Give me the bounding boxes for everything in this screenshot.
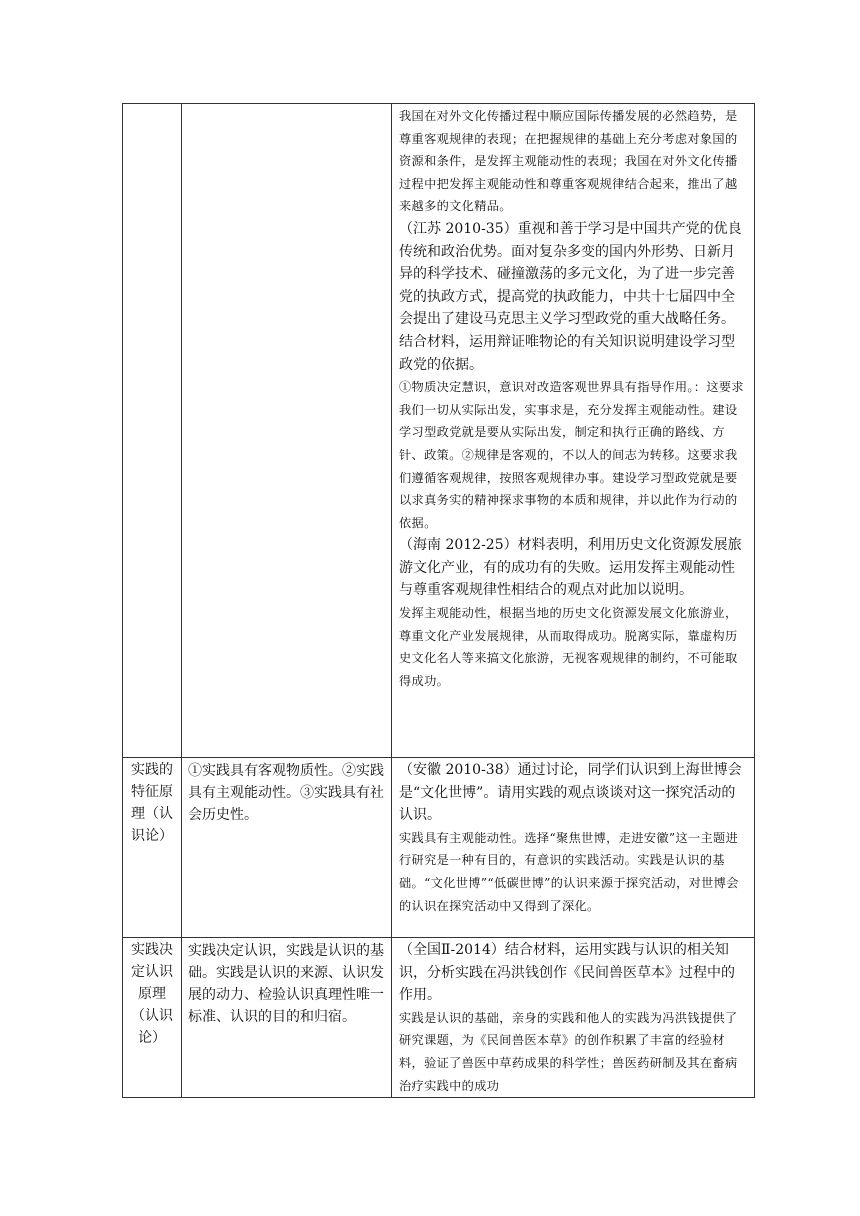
example-cell	[392, 104, 755, 758]
question-text: （全国Ⅱ-2014）结合材料，运用实践与认识的相关知识，分析实践在冯洪钱创作《民间兽医草本》过程中的作用。	[399, 942, 735, 1004]
table-row	[123, 758, 755, 938]
category-cell: 实践决定认识原理（认识论）	[123, 938, 182, 1098]
question-text: （海南 2012-25）材料表明，利用历史文化资源发展旅游文化产业，有的成功有的失败。运用发挥主观能动性与尊重客观规律性相结合的观点对此加以说明。	[399, 537, 742, 599]
table-row	[123, 938, 755, 1098]
principle-cell: ①实践具有客观物质性。②实践具有主观能动性。③实践具有社会历史性。	[182, 758, 392, 938]
example-cell	[392, 758, 755, 938]
example-cell	[392, 938, 755, 1098]
question-text: （江苏 2010-35）重视和善于学习是中国共产党的优良传统和政治优势。面对复杂多变的国内外形势、日新月异的科学技术、碰撞激荡的多元文化，为了进一步完善党的执政方式，提高党的执政能力，中共十七届四中全会提出了建设马克思主义学习型政党的重大战略任务。结合材料，运用辩证唯物论的有关知识说明建设学习型政党的依据。	[399, 220, 742, 373]
answer-text: ①物质决定慧识，意识对改造客观世界具有指导作用。：这要求我们一切从实际出发，实事求是，充分发挥主观能动性。建设学习型政党就是要从实际出发，制定和执行正确的路线、方针、政策。②规律是客观的，不以人的间志为转移。这要求我们遵循客观规律，按照客观规律办事。建设学习型政党就是要以求真务实的精神探求事物的本质和规律，并以此作为行动的依据。	[399, 380, 744, 530]
category-cell: 实践的特征原理（认识论）	[123, 758, 182, 938]
answer-text: 发挥主观能动性，根据当地的历史文化资源发展文化旅游业，尊重文化产业发展规律，从而取得成功。脱离实际，靠虚构历史文化名人等来搞文化旅游，无视客观规律的制约，不可能取得成功。	[399, 606, 738, 688]
answer-text: 实践是认识的基础，亲身的实践和他人的实践为冯洪钱提供了研究课题，为《民间兽医本草》的创作积累了丰富的经验材料，验证了兽医中草药成果的科学性；兽医药研制及其在畜病治疗实践中的成功	[399, 1010, 738, 1093]
answer-text: 我国在对外文化传播过程中顺应国际传播发展的必然趋势，是尊重客观规律的表现；在把握规律的基础上充分考虑对象国的资源和条件，是发挥主观能动性的表现；我国在对外文化传播过程中把发挥主观能动性和尊重客观规律结合起来，推出了越来越多的文化精品。	[399, 109, 738, 214]
principle-cell	[182, 104, 392, 758]
category-cell	[123, 104, 182, 758]
question-text: （安徽 2010-38）通过讨论，同学们认识到上海世博会是“文化世博”。请用实践的观点谈谈对这一探究活动的认识。	[399, 762, 742, 824]
answer-text: 实践具有主观能动性。选择“聚焦世博，走进安徽”这一主题进行研究是一种有目的，有意识的实践活动。实践是认识的基础。“文化世博”“低碳世博”的认识来源于探究活动，对世博会的认识在探究活动中又得到了深化。	[399, 830, 739, 913]
principle-cell: 实践决定认识，实践是认识的基础。实践是认识的来源、认识发展的动力、检验认识真理性唯一标准、认识的目的和归宿。	[182, 938, 392, 1098]
knowledge-table	[122, 103, 755, 1098]
table-row	[123, 104, 755, 758]
